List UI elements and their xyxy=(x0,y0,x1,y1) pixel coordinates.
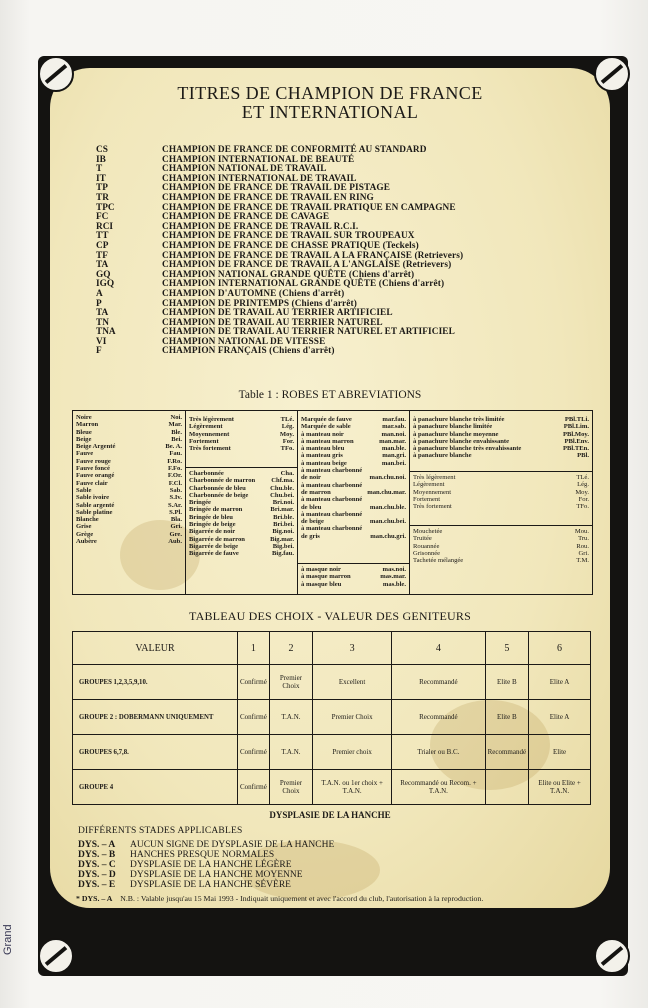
robe-entry: Fortement For. xyxy=(189,437,294,445)
title-code: CP xyxy=(96,240,109,251)
robe-entry: Fauve Fau. xyxy=(76,450,182,458)
title-label: CHAMPION DE FRANCE DE TRAVAIL PRATIQUE EN CAMPAGNE xyxy=(162,202,456,213)
dysplasie-row xyxy=(78,850,334,860)
robe-entry: à manteau charbonné xyxy=(301,525,363,533)
title-code: TP xyxy=(96,183,108,194)
side-label: Grand xyxy=(2,924,14,955)
header-cell: 4 xyxy=(392,632,485,665)
header-cell: 2 xyxy=(269,632,312,665)
robe-entry: Noire Noi. xyxy=(76,414,182,421)
robe-entry: à panachure blanche très limitée PBl.TLi. xyxy=(413,416,589,423)
robe-entry: Marquée de fauve mar.fau. xyxy=(301,416,406,423)
title-label: CHAMPION FRANÇAIS (Chiens d'arrêt) xyxy=(162,346,335,357)
choix-header-row xyxy=(73,632,591,665)
title-code: P xyxy=(96,298,102,309)
title-label: CHAMPION DE TRAVAIL AU TERRIER NATUREL ET ARTIFICIEL xyxy=(162,327,455,338)
value-cell: T.A.N. xyxy=(269,735,312,770)
dysplasie-label: HANCHES PRESQUE NORMALES xyxy=(130,850,275,860)
header-cell: VALEUR xyxy=(73,632,238,665)
robe-entry: de bleu man.chu.ble. xyxy=(301,503,406,511)
title-code: TA xyxy=(96,260,109,271)
robe-entry: Très fortement TFo. xyxy=(189,445,294,453)
title-code: TNA xyxy=(96,327,116,338)
note-code: * DYS. – A xyxy=(76,894,113,903)
robe-entry: Très légèrement TLé. xyxy=(189,416,294,423)
robe-entry: Charbonnée de marron Chf.ma. xyxy=(189,477,294,485)
value-cell: T.A.N. xyxy=(269,700,312,735)
robe-entry: Charbonnée de bleu Chu.ble. xyxy=(189,484,294,492)
robes-block xyxy=(410,526,592,567)
robe-entry: Bigarrée de noir Big.noi. xyxy=(189,528,294,536)
title-row xyxy=(96,347,463,357)
title-label: CHAMPION D'AUTOMNE (Chiens d'arrêt) xyxy=(162,288,345,299)
robe-entry: à panachure blanche envahissante PBl.Env. xyxy=(413,437,589,445)
choix-row xyxy=(73,770,591,805)
value-cell: Recommandé xyxy=(485,735,529,770)
title-code: GQ xyxy=(96,269,111,280)
robe-entry: de gris man.chu.gri. xyxy=(301,532,406,540)
robe-entry: à panachure blanche limitée PBl.Lim. xyxy=(413,423,589,431)
robe-entry: Grisonnée Gri. xyxy=(413,549,589,557)
dysplasie-label: DYSPLASIE DE LA HANCHE MOYENNE xyxy=(130,870,303,880)
value-cell: Confirmé xyxy=(238,700,270,735)
title-label: CHAMPION DE FRANCE DE CONFORMITÉ AU STANDARD xyxy=(162,145,427,155)
value-cell: Elite B xyxy=(485,700,529,735)
value-cell: Trialer ou B.C. xyxy=(392,735,485,770)
robe-entry: Blanche Bla. xyxy=(76,516,182,524)
robe-entry: Fauve clair F.Cl. xyxy=(76,479,182,487)
robe-entry: à masque marron mas.mar. xyxy=(301,573,406,581)
robe-entry: Légèrement Lég. xyxy=(413,481,589,489)
robes-block xyxy=(186,468,297,561)
value-cell: Premier Choix xyxy=(269,770,312,805)
dysplasie-row xyxy=(78,880,334,890)
title-label: CHAMPION DE FRANCE DE TRAVAIL A LA FRANÇAISE (Retrievers) xyxy=(162,250,464,261)
note-text: N.B. : Valable jusqu'au 15 Mai 1993 - Indiquait uniquement et avec l'accord du club, l'autorisation à la reproduction. xyxy=(120,894,484,903)
robes-col-panachure xyxy=(410,411,592,594)
robe-entry: Bringée Bri.noi. xyxy=(189,499,294,507)
value-cell: Confirmé xyxy=(238,735,270,770)
titles-list xyxy=(96,146,463,357)
robes-block xyxy=(410,472,592,526)
page-title xyxy=(60,84,600,122)
dysplasie-label: DYSPLASIE DE LA HANCHE LÉGÈRE xyxy=(130,860,292,870)
title-code: RCI xyxy=(96,221,114,232)
robe-entry: à manteau gris man.gri. xyxy=(301,452,406,460)
dysplasie-code: DYS. – B xyxy=(78,850,116,860)
group-cell: GROUPE 4 xyxy=(73,770,238,805)
robe-entry: Beige Bei. xyxy=(76,435,182,443)
robe-entry: Mouchetée Mou. xyxy=(413,528,589,535)
robe-entry: Rouannée Rou. xyxy=(413,542,589,550)
value-cell: T.A.N. ou 1er choix + T.A.N. xyxy=(313,770,392,805)
robes-table xyxy=(72,410,593,595)
header-cell: 3 xyxy=(313,632,392,665)
robe-entry: à panachure blanche PBl. xyxy=(413,452,589,460)
robe-entry: Légèrement Lég. xyxy=(189,423,294,431)
value-cell: Confirmé xyxy=(238,665,270,700)
dysplasie-code: DYS. – D xyxy=(78,870,116,880)
value-cell: Elite A xyxy=(529,700,591,735)
title-code: IT xyxy=(96,173,106,184)
value-cell: Premier choix xyxy=(313,735,392,770)
robe-entry: Très fortement TFo. xyxy=(413,503,589,511)
robes-block xyxy=(298,564,409,591)
title-code: IGQ xyxy=(96,279,115,290)
robe-entry: Grise Gri. xyxy=(76,523,182,531)
title-code: TR xyxy=(96,192,109,203)
title-label: CHAMPION DE FRANCE DE TRAVAIL R.C.I. xyxy=(162,221,359,232)
robe-entry: à manteau noir man.noi. xyxy=(301,430,406,438)
robe-entry: Fauve rouge F.Ro. xyxy=(76,457,182,465)
title-label: CHAMPION DE FRANCE DE CAVAGE xyxy=(162,212,330,223)
robe-entry: de marron man.chu.mar. xyxy=(301,488,406,496)
robe-entry: Marquée de sable mar.sab. xyxy=(301,423,406,431)
robe-entry: à manteau beige man.bei. xyxy=(301,459,406,467)
title-code: CS xyxy=(96,145,108,155)
robe-entry: Très légèrement TLé. xyxy=(413,474,589,481)
title-label: CHAMPION DE FRANCE DE TRAVAIL DE PISTAGE xyxy=(162,183,391,194)
title-label: CHAMPION DE TRAVAIL AU TERRIER NATUREL xyxy=(162,317,383,328)
robe-entry: Truitée Tru. xyxy=(413,535,589,543)
dysplasie-code: DYS. – C xyxy=(78,860,116,870)
robe-entry: Bigarrée de fauve Big.fau. xyxy=(189,550,294,558)
robes-block xyxy=(186,414,297,468)
dysplasie-row xyxy=(78,870,334,880)
robe-entry: Aubère Aub. xyxy=(76,538,182,546)
title-label: CHAMPION DE FRANCE DE TRAVAIL A L'ANGLAISE (Retrievers) xyxy=(162,260,452,271)
robe-entry: Sable platine S.Pl. xyxy=(76,508,182,516)
choix-row xyxy=(73,700,591,735)
title-code: IB xyxy=(96,154,106,165)
robe-entry: Grège Gre. xyxy=(76,530,182,538)
robe-entry: Fauve orangé F.Or. xyxy=(76,472,182,480)
dysplasie-title: DYSPLASIE DE LA HANCHE xyxy=(269,810,391,820)
dysplasie-code: DYS. – E xyxy=(78,880,116,890)
robes-col-colors xyxy=(73,411,186,594)
robe-entry: Sable argenté S.Ar. xyxy=(76,501,182,509)
title-label: CHAMPION INTERNATIONAL GRANDE QUÊTE (Chiens d'arrêt) xyxy=(162,279,445,290)
robes-col-markings xyxy=(298,411,410,594)
robe-entry: à masque bleu mas.ble. xyxy=(301,580,406,588)
value-cell: Elite A xyxy=(529,665,591,700)
title-code: F xyxy=(96,346,102,357)
title-code: TF xyxy=(96,250,108,261)
robes-block xyxy=(298,414,409,564)
header-cell: 5 xyxy=(485,632,529,665)
robe-entry: Bigarrée de beige Big.bei. xyxy=(189,542,294,550)
choix-row xyxy=(73,735,591,770)
robe-entry: Sable ivoire S.Iv. xyxy=(76,494,182,502)
group-cell: GROUPE 2 : DOBERMANN UNIQUEMENT xyxy=(73,700,238,735)
dysplasie-subtitle: DIFFÉRENTS STADES APPLICABLES xyxy=(78,826,243,836)
title-code: VI xyxy=(96,336,107,347)
title-code: A xyxy=(96,288,103,299)
dysplasie-row xyxy=(78,860,334,870)
value-cell: Recommandé xyxy=(392,700,485,735)
robe-entry: Bringée de beige Bri.bei. xyxy=(189,521,294,529)
robe-entry: de beige man.chu.bei. xyxy=(301,518,406,526)
title-label: CHAMPION DE FRANCE DE CHASSE PRATIQUE (Teckels) xyxy=(162,240,419,251)
value-cell: Elite xyxy=(529,735,591,770)
robe-entry: Charbonnée de beige Chu.bei. xyxy=(189,491,294,499)
robe-entry: à manteau charbonné xyxy=(301,467,363,475)
value-cell: Premier Choix xyxy=(313,700,392,735)
dysplasie-list xyxy=(78,840,334,890)
value-cell: Premier Choix xyxy=(269,665,312,700)
robe-entry: à manteau charbonné xyxy=(301,510,363,518)
title-code: FC xyxy=(96,212,109,223)
value-cell xyxy=(485,770,529,805)
value-cell: Recommandé xyxy=(392,665,485,700)
robe-entry: à panachure blanche très envahissante PBl.TEn. xyxy=(413,445,589,453)
robes-col-shading xyxy=(186,411,298,594)
title-label: CHAMPION INTERNATIONAL DE TRAVAIL xyxy=(162,173,357,184)
robe-entry: Moyennement Moy. xyxy=(413,488,589,496)
header-cell: 6 xyxy=(529,632,591,665)
robe-entry: Bigarrée de marron Big.mar. xyxy=(189,535,294,543)
title-label: CHAMPION DE FRANCE DE TRAVAIL SUR TROUPEAUX xyxy=(162,231,415,242)
robe-entry: Fortement For. xyxy=(413,495,589,503)
robe-entry: Moyennement Moy. xyxy=(189,430,294,438)
robe-entry: Marron Mar. xyxy=(76,421,182,429)
title-code: TT xyxy=(96,231,109,242)
choix-row xyxy=(73,665,591,700)
dysplasie-code: DYS. – A xyxy=(78,840,116,850)
title-label: CHAMPION INTERNATIONAL DE BEAUTÉ xyxy=(162,154,355,165)
title-line-2: ET INTERNATIONAL xyxy=(241,102,419,122)
robe-entry: Beige Argenté Be. A. xyxy=(76,443,182,451)
robe-entry: Tachetée mélangée T.M. xyxy=(413,557,589,565)
value-cell: Confirmé xyxy=(238,770,270,805)
robe-entry: Fauve foncé F.Fo. xyxy=(76,465,182,473)
title-line-1: TITRES DE CHAMPION DE FRANCE xyxy=(177,83,483,103)
dysplasie-label: AUCUN SIGNE DE DYSPLASIE DE LA HANCHE xyxy=(130,840,335,850)
robe-entry: Bringée de marron Bri.mar. xyxy=(189,506,294,514)
title-label: CHAMPION NATIONAL DE VITESSE xyxy=(162,336,326,347)
title-code: TPC xyxy=(96,202,115,213)
robe-entry: Bringée de bleu Bri.ble. xyxy=(189,513,294,521)
header-cell: 1 xyxy=(238,632,270,665)
title-code: T xyxy=(96,164,103,175)
title-code: TN xyxy=(96,317,109,328)
title-label: CHAMPION DE PRINTEMPS (Chiens d'arrêt) xyxy=(162,298,357,309)
group-cell: GROUPES 1,2,3,5,9,10. xyxy=(73,665,238,700)
robe-entry: Charbonnée Cha. xyxy=(189,470,294,477)
robe-entry: Bleue Ble. xyxy=(76,428,182,436)
robes-block xyxy=(410,414,592,472)
robe-entry: à manteau charbonné xyxy=(301,481,363,489)
robe-entry: à manteau charbonné xyxy=(301,496,363,504)
robe-entry: à masque noir mas.noi. xyxy=(301,566,406,573)
value-cell: Recommandé ou Recom. + T.A.N. xyxy=(392,770,485,805)
title-label: CHAMPION DE FRANCE DE TRAVAIL EN RING xyxy=(162,192,374,203)
choix-table xyxy=(72,631,591,805)
dysplasie-note xyxy=(76,894,483,903)
robe-entry: à panachure blanche moyenne PBl.Moy. xyxy=(413,430,589,438)
robe-entry: à manteau marron man.mar. xyxy=(301,437,406,445)
value-cell: Excellent xyxy=(313,665,392,700)
dysplasie-row xyxy=(78,840,334,850)
corner-ornament-bottom-right xyxy=(594,938,630,974)
group-cell: GROUPES 6,7,8. xyxy=(73,735,238,770)
title-code: TA xyxy=(96,308,109,319)
table1-title: Table 1 : ROBES ET ABREVIATIONS xyxy=(238,389,422,401)
title-label: CHAMPION NATIONAL DE TRAVAIL xyxy=(162,164,327,175)
dysplasie-label: DYSPLASIE DE LA HANCHE SÉVÈRE xyxy=(130,880,291,890)
value-cell: Elite ou Elite + T.A.N. xyxy=(529,770,591,805)
robe-entry: Sable Sab. xyxy=(76,486,182,494)
title-label: CHAMPION NATIONAL GRANDE QUÊTE (Chiens d'arrêt) xyxy=(162,269,415,280)
robe-entry: à manteau bleu man.ble. xyxy=(301,445,406,453)
corner-ornament-bottom-left xyxy=(38,938,74,974)
table2-title: TABLEAU DES CHOIX - VALEUR DES GENITEURS xyxy=(189,609,471,623)
robe-entry: de noir man.chu.noi. xyxy=(301,474,406,482)
value-cell: Elite B xyxy=(485,665,529,700)
title-label: CHAMPION DE TRAVAIL AU TERRIER ARTIFICIEL xyxy=(162,308,393,319)
